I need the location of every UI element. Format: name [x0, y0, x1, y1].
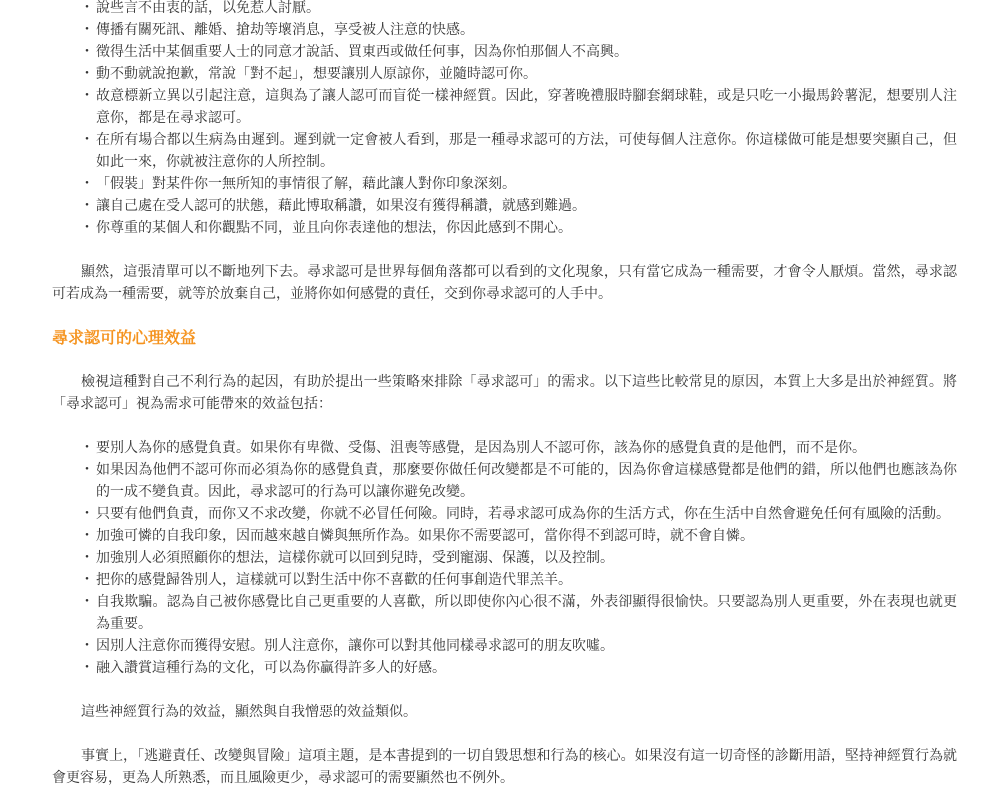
- list-item: ・ 說些言不由衷的話，以免惹人討厭。: [52, 0, 957, 19]
- spacer: [52, 239, 957, 261]
- paragraph: 事實上，「逃避責任、改變與冒險」這項主題，是本書提到的一切自毀思想和行為的核心。如果沒有這一切奇怪的診斷用語，堅持神經質行為就會更容易，更為人所熟悉，而且風險更少，尋求認可的需要顯然也不例外。: [52, 748, 957, 786]
- list-item: ・ 把你的感覺歸咎別人，這樣就可以對生活中你不喜歡的任何事創造代罪羔羊。: [52, 569, 957, 591]
- psychological-benefits-list: [52, 437, 957, 679]
- list-item: ・ 傳播有關死訊、離婚、搶劫等壞消息，享受被人注意的快感。: [52, 19, 957, 41]
- paragraph: 這些神經質行為的效益，顯然與自我憎惡的效益類似。: [81, 704, 417, 720]
- list-item: ・ 加強可憐的自我印象，因而越來越自憐與無所作為。如果你不需要認可，當你得不到認可時，就不會自憐。: [52, 525, 957, 547]
- list-item: ・ 故意標新立異以引起注意，這與為了讓人認可而盲從一樣神經質。因此，穿著晚禮服時腳套網球鞋，或是只吃一小撮馬鈴薯泥，想要別人注意你，都是在尋求認可。: [52, 85, 957, 129]
- list-item: ・ 「假裝」對某件你一無所知的事情很了解，藉此讓人對你印象深刻。: [52, 173, 957, 195]
- list-item: ・ 因別人注意你而獲得安慰。別人注意你，讓你可以對其他同樣尋求認可的朋友吹噓。: [52, 635, 957, 657]
- spacer: [52, 305, 957, 327]
- list-item: ・ 讓自己處在受人認可的狀態，藉此博取稱讚，如果沒有獲得稱讚，就感到難過。: [52, 195, 957, 217]
- list-item: ・ 融入讚賞這種行為的文化，可以為你贏得許多人的好感。: [52, 657, 957, 679]
- spacer: [52, 349, 957, 371]
- list-item: ・ 自我欺騙。認為自己被你感覺比自己更重要的人喜歡，所以即使你內心很不滿，外表卻顯得很愉快。只要認為別人更重要，外在表現也就更為重要。: [52, 591, 957, 635]
- paragraph: 顯然，這張清單可以不斷地列下去。尋求認可是世界每個角落都可以看到的文化現象，只有當它成為一種需要，才會令人厭煩。當然，尋求認可若成為一種需要，就等於放棄自己，並將你如何感覺的責任，交到你尋求認可的人手中。: [52, 264, 957, 302]
- list-item: ・ 在所有場合都以生病為由遲到。遲到就一定會被人看到，那是一種尋求認可的方法，可使每個人注意你。你這樣做可能是想要突顯自己，但如此一來，你就被注意你的人所控制。: [52, 129, 957, 173]
- list-item: ・ 如果因為他們不認可你而必須為你的感覺負責，那麼要你做任何改變都是不可能的，因為你會這樣感覺都是他們的錯，所以他們也應該為你的一成不變負責。因此，尋求認可的行為可以讓你避免改變。: [52, 459, 957, 503]
- list-item: ・ 動不動就說抱歉，常說「對不起」，想要讓別人原諒你，並隨時認可你。: [52, 63, 957, 85]
- spacer: [52, 415, 957, 437]
- list-item: ・ 加強別人必須照顧你的想法，這樣你就可以回到兒時，受到寵溺、保護，以及控制。: [52, 547, 957, 569]
- section-heading: 尋求認可的心理效益: [52, 328, 197, 347]
- article-body: [52, 0, 957, 789]
- list-item: ・ 要別人為你的感覺負責。如果你有卑微、受傷、沮喪等感覺，是因為別人不認可你，該為你的感覺負責的是他們，而不是你。: [52, 437, 957, 459]
- approval-seeking-behaviors-list: [52, 0, 957, 239]
- paragraph: 檢視這種對自己不利行為的起因，有助於提出一些策略來排除「尋求認可」的需求。以下這些比較常見的原因，本質上大多是出於神經質。將「尋求認可」視為需求可能帶來的效益包括：: [52, 374, 957, 412]
- spacer: [52, 679, 957, 701]
- list-item: ・ 只要有他們負責，而你又不求改變，你就不必冒任何險。同時，若尋求認可成為你的生活方式，你在生活中自然會避免任何有風險的活動。: [52, 503, 957, 525]
- list-item: ・ 你尊重的某個人和你觀點不同，並且向你表達他的想法，你因此感到不開心。: [52, 217, 957, 239]
- list-item: ・ 徵得生活中某個重要人士的同意才說話、買東西或做任何事，因為你怕那個人不高興。: [52, 41, 957, 63]
- spacer: [52, 723, 957, 745]
